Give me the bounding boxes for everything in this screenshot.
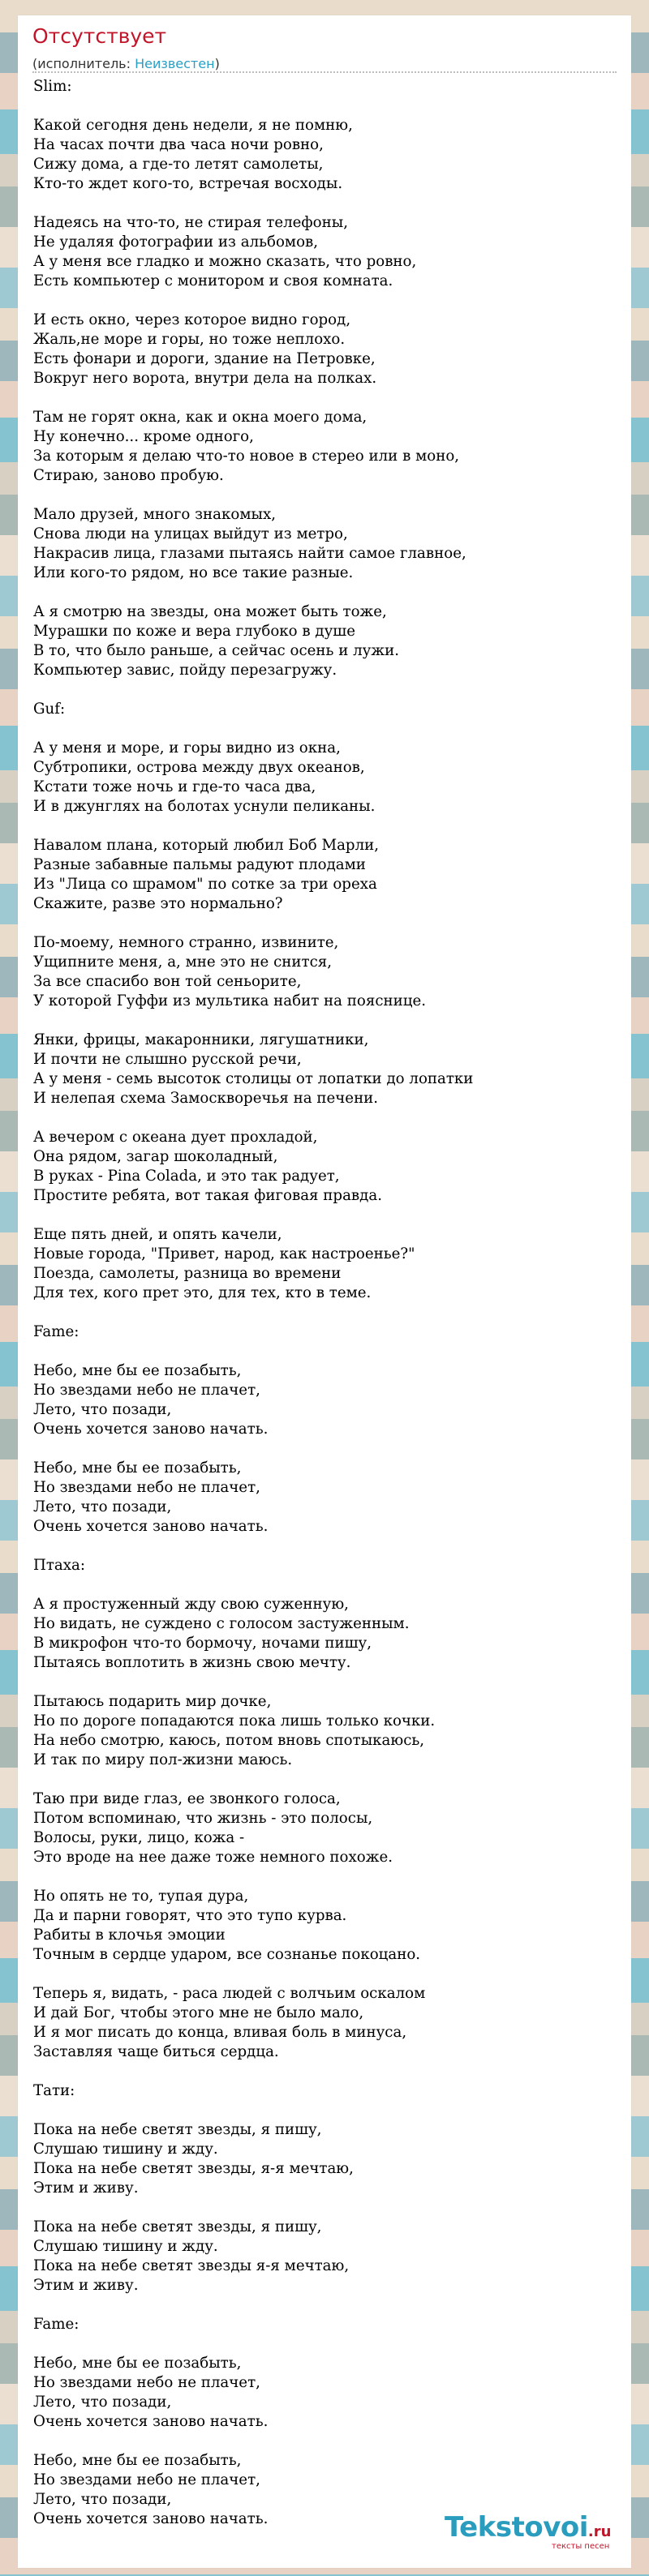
title-divider — [32, 71, 617, 73]
lyrics-text: Slim: Какой сегодня день недели, я не помню, На часах почти два часа ночи ровно, Сижу дома, а где-то летят самолеты, Кто-то ждет кого-то, встречая восходы. Надеясь на что-то, не стирая телефоны, Не удаляя фотографии из альбомов, А у меня все гладко и можно сказать, что ровно, Есть компьютер с монитором и своя комната. И есть окно, через которое видно город, Жаль,не море и горы, но тоже неплохо. Есть фонари и дороги, здание на Петровке, Вокруг него ворота, внутри дела на полках. Там не горят окна, как и окна моего дома, Ну конечно... кроме одного, За которым я делаю что-то новое в стерео или в моно, Стираю, заново пробую. Мало друзей, много знакомых, Снова люди на улицах выйдут из метро, Накрасив лица, глазами пытаясь найти самое главное, Или кого-то рядом, но все такие разные. А я смотрю на звезды, она может быть тоже, Мурашки по коже и вера глубоко в душе В то, что было раньше, а сейчас осень и лужи. Компьютер завис, пойду перезагружу. Guf: А у меня и море, и горы видно из окна, Субтропики, острова между двух океанов, Кстати тоже ночь и где-то часа два, И в джунглях на болотах уснули пеликаны. Навалом плана, который любил Боб Марли, Разные забавные пальмы радуют плодами Из "Лица со шрамом" по сотке за три ореха Скажите, разве это нормально? По-моему, немного странно, извините, Ущипните меня, а, мне это не снится, За все спасибо вон той сеньорите, У которой Гуффи из мультика набит на пояснице. Янки, фрицы, макаронники, лягушатники, И почти не слышно русской речи, А у меня - семь высоток столицы от лопатки до лопатки И нелепая схема Замоскворечья на печени. А вечером с океана дует прохладой, Она рядом, загар шоколадный, В руках - Pina Colada, и это так радует, Простите ребята, вот такая фиговая правда. Еще пять дней, и опять качели, Новые города, "Привет, народ, как настроенье?" Поезда, самолеты, разница во времени Для тех, кого прет это, для тех, кто в теме. Fame: Небо, мне бы ее позабыть, Но звездами небо не плачет, Лето, что позади, Очень хочется заново начать. Небо, мне бы ее позабыть, Но звездами небо не плачет, Лето, что позади, Очень хочется заново начать. Птаха: А я простуженный жду свою суженную, Но видать, не суждено с голосом застуженным. В микрофон что-то бормочу, ночами пишу, Пытаясь воплотить в жизнь свою мечту. Пытаюсь подарить мир дочке, Но по дороге попадаются пока лишь только кочки. На небо смотрю, каюсь, потом вновь спотыкаюсь, И так по миру пол-жизни маюсь. Таю при виде глаз, ее звонкого голоса, Потом вспоминаю, что жизнь - это полосы, Волосы, руки, лицо, кожа - Это вроде на нее даже тоже немного похоже. Но опять не то, тупая дура, Да и парни говорят, что это тупо курва. Рабиты в клочья эмоции Точным в сердце ударом, все сознанье покоцано. Теперь я, видать, - раса людей с волчьим оскалом И дай Бог, чтобы этого мне не было мало, И я мог писать до конца, вливая боль в минуса, Заставляя чаще биться сердца. Тати: Пока на небе светят звезды, я пишу, Слушаю тишину и жду. Пока на небе светят звезды, я-я мечтаю, Этим и живу. Пока на небе светят звезды, я пишу, Слушаю тишину и жду. Пока на небе светят звезды я-я мечтаю, Этим и живу. Fame: Небо, мне бы ее позабыть, Но звездами небо не плачет, Лето, что позади, Очень хочется заново начать. Небо, мне бы ее позабыть, Но звездами небо не плачет, Лето, что позади, Очень хочется заново начать. — [33, 78, 474, 2527]
lyrics-card — [18, 15, 631, 2568]
performer-link[interactable]: Неизвестен — [135, 56, 215, 71]
performer-prefix: (исполнитель: — [32, 56, 135, 71]
performer-suffix: ) — [214, 56, 220, 71]
song-title: Отсутствует — [32, 24, 167, 48]
site-logo-tagline: тексты песен — [552, 2542, 610, 2551]
performer-line — [32, 55, 220, 73]
site-logo-tld: .ru — [587, 2523, 612, 2540]
site-logo-name: Tekstovoi — [445, 2511, 588, 2544]
